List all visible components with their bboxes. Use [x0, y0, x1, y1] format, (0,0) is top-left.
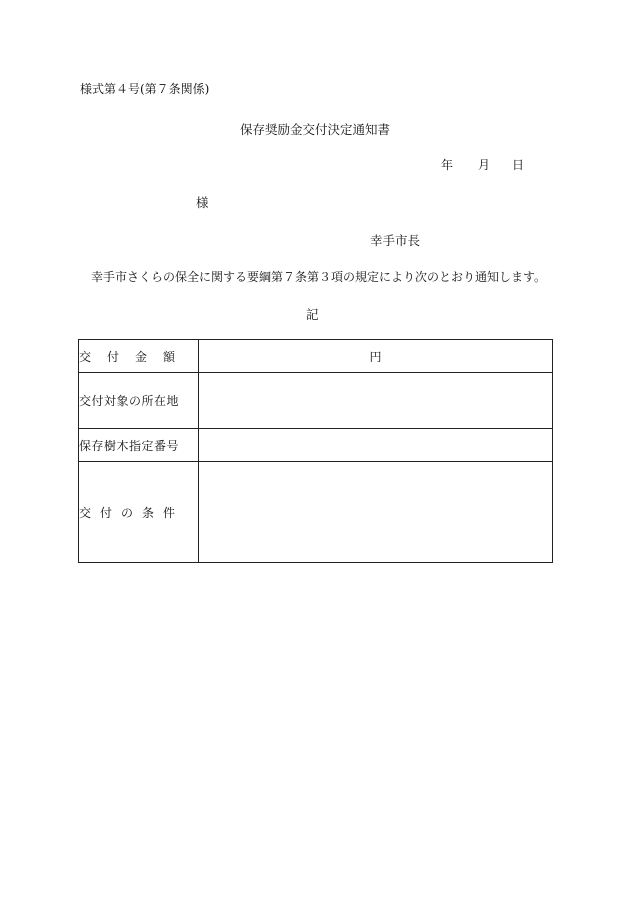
date-year-label: 年: [441, 158, 454, 172]
form-number: 様式第４号(第７条関係): [80, 82, 210, 96]
date-month-label: 月: [478, 158, 491, 172]
table-row-location: [79, 373, 553, 429]
amount-label: 交付金額: [79, 349, 192, 364]
date-day-label: 日: [512, 158, 525, 172]
table-row-tree-number: [79, 429, 553, 462]
location-label: 交付対象の所在地: [79, 394, 180, 408]
tree-number-value-cell: [199, 429, 553, 462]
addressee-honorific: 様: [196, 195, 209, 210]
location-value-cell: [199, 373, 553, 429]
notice-body-text: 幸手市さくらの保全に関する要綱第７条第３項の規定により次のとおり通知します。: [91, 270, 547, 284]
document-title: 保存奨励金交付決定通知書: [239, 122, 390, 137]
table-row-amount: [79, 340, 553, 373]
conditions-label-cell: [79, 462, 199, 563]
yen-unit: 円: [369, 349, 382, 364]
table-row-conditions: [79, 462, 553, 563]
issuer-name: 幸手市長: [370, 233, 421, 248]
amount-value-cell: [199, 340, 553, 373]
amount-label-cell: [79, 340, 199, 373]
tree-number-label: 保存樹木指定番号: [79, 438, 180, 453]
details-table: [78, 339, 553, 563]
location-label-cell: [79, 373, 199, 429]
conditions-label: 交付の条件: [79, 505, 185, 520]
ki-marker: 記: [306, 307, 319, 322]
tree-number-label-cell: [79, 429, 199, 462]
conditions-value-cell: [199, 462, 553, 563]
